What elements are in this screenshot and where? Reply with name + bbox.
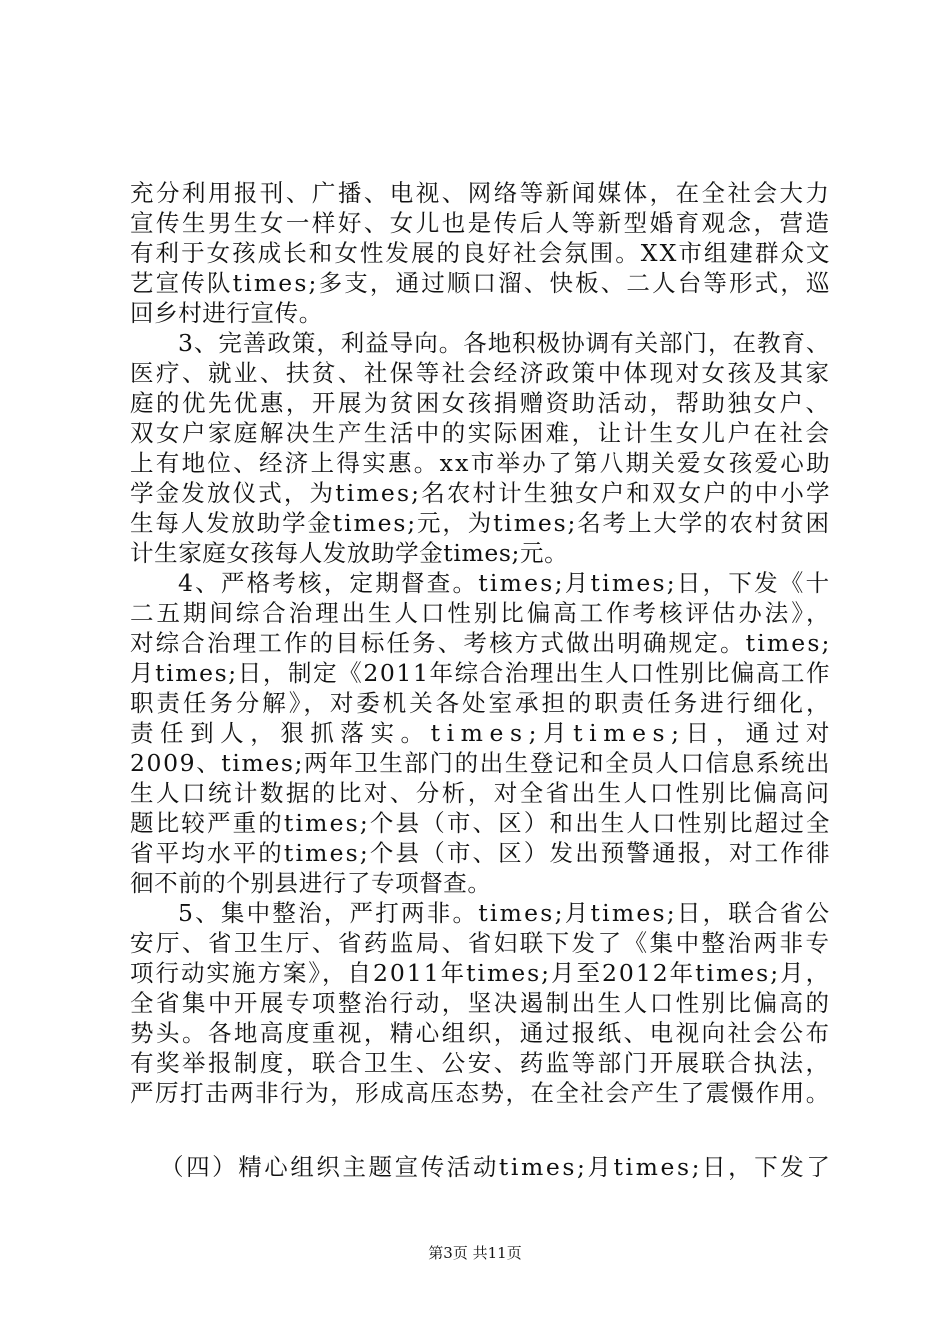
paragraph-line: 庭的优先优惠，开展为贫困女孩捐赠资助活动，帮助独女户、 — [130, 389, 832, 417]
paragraph-line: 有奖举报制度，联合卫生、公安、药监等部门开展联合执法， — [130, 1049, 832, 1077]
paragraph-line: 全省集中开展专项整治行动，坚决遏制出生人口性别比偏高的 — [130, 989, 832, 1017]
paragraph-line: 双女户家庭解决生产生活中的实际困难，让计生女儿户在社会 — [130, 419, 832, 447]
paragraph-line: 生人口统计数据的比对、分析，对全省出生人口性别比偏高问 — [130, 779, 832, 807]
paragraph-line: 项行动实施方案》，自2011年times;月至2012年times;月， — [130, 959, 832, 987]
paragraph-line: 5、集中整治，严打两非。times;月times;日，联合省公 — [178, 899, 832, 927]
paragraph-line: 安厅、省卫生厅、省药监局、省妇联下发了《集中整治两非专 — [130, 929, 832, 957]
paragraph-line: 题比较严重的times;个县（市、区）和出生人口性别比超过全 — [130, 809, 832, 837]
paragraph-line: 徊不前的个别县进行了专项督查。 — [130, 869, 492, 897]
paragraph-line: 2009、times;两年卫生部门的出生登记和全员人口信息系统出 — [130, 749, 832, 777]
paragraph-line: 3、完善政策，利益导向。各地积极协调有关部门，在教育、 — [178, 329, 831, 357]
paragraph-line: 省平均水平的times;个县（市、区）发出预警通报，对工作徘 — [130, 839, 832, 867]
paragraph-line: 计生家庭女孩每人发放助学金times;元。 — [130, 539, 569, 567]
paragraph-line: 二五期间综合治理出生人口性别比偏高工作考核评估办法》， — [130, 599, 833, 627]
paragraph-line: 宣传生男生女一样好、女儿也是传后人等新型婚育观念，营造 — [130, 209, 832, 237]
paragraph-line: 责任到人，狠抓落实。times;月times;日，通过对 — [130, 719, 836, 747]
paragraph-line: 4、严格考核，定期督查。times;月times;日，下发《十 — [178, 569, 832, 597]
paragraph-line: 回乡村进行宣传。 — [130, 299, 323, 327]
paragraph-line: 月times;日，制定《2011年综合治理出生人口性别比偏高工作 — [130, 659, 832, 687]
paragraph-line: 上有地位、经济上得实惠。xx市举办了第八期关爱女孩爱心助 — [130, 449, 832, 477]
paragraph-line: 艺宣传队times;多支，通过顺口溜、快板、二人台等形式，巡 — [130, 269, 832, 297]
paragraph-line: 势头。各地高度重视，精心组织，通过报纸、电视向社会公布 — [130, 1019, 832, 1047]
paragraph-line: 生每人发放助学金times;元，为times;名考上大学的农村贫困 — [130, 509, 831, 537]
paragraph-line: 有利于女孩成长和女性发展的良好社会氛围。XX市组建群众文 — [130, 239, 832, 267]
paragraph-line: 严厉打击两非行为，形成高压态势，在全社会产生了震慑作用。 — [130, 1079, 831, 1107]
paragraph-line: （四）精心组织主题宣传活动times;月times;日，下发了 — [160, 1153, 833, 1181]
paragraph-line: 学金发放仪式，为times;名农村计生独女户和双女户的中小学 — [130, 479, 832, 507]
paragraph-line: 对综合治理工作的目标任务、考核方式做出明确规定。times; — [130, 629, 832, 657]
page-footer: 第3页 共11页 — [428, 1244, 522, 1262]
paragraph-line: 医疗、就业、扶贫、社保等社会经济政策中体现对女孩及其家 — [130, 359, 832, 387]
paragraph-line: 职责任务分解》，对委机关各处室承担的职责任务进行细化， — [130, 689, 833, 717]
paragraph-line: 充分利用报刊、广播、电视、网络等新闻媒体，在全社会大力 — [130, 179, 832, 207]
